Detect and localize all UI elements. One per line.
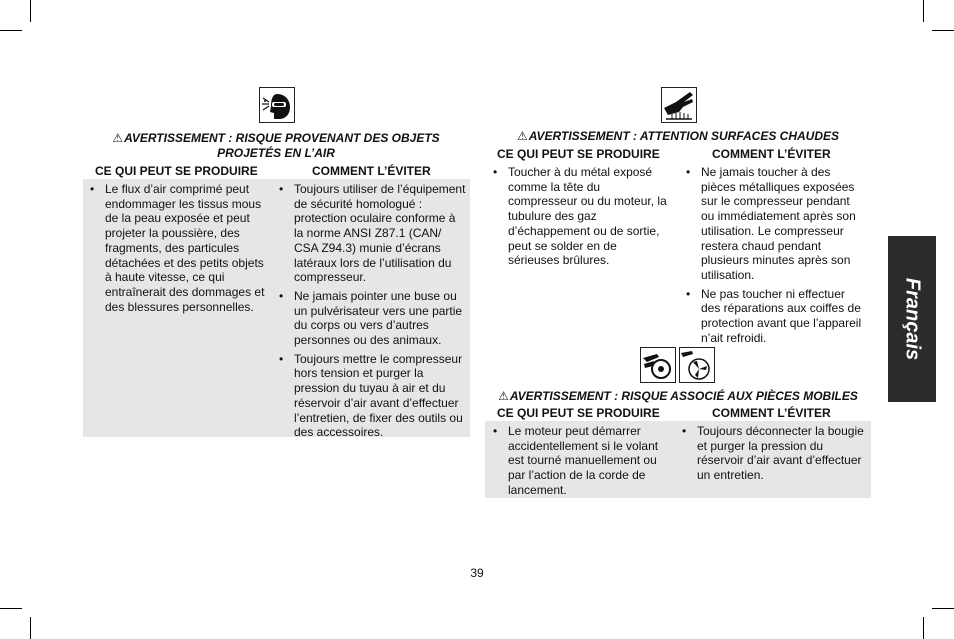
warning-triangle-icon: ⚠: [112, 131, 124, 145]
list-item: • Toujours déconnecter la bougie et purger la pression du réservoir d’air avant d’effectuer un entretien.: [682, 424, 864, 483]
moving-col1-header: CE QUI PEUT SE PRODUIRE: [497, 406, 660, 420]
language-tab-label: Français: [901, 277, 924, 361]
language-tab: [888, 236, 936, 402]
projected-warning-title: ⚠AVERTISSEMENT : RISQUE PROVENANT DES OBJETS PROJETÉS EN L’AIR: [112, 131, 440, 160]
crop-mark: [0, 30, 22, 31]
hot-surface-icon: [661, 87, 697, 123]
projected-col2-header: COMMENT L’ÉVITER: [312, 164, 431, 178]
moving-prevent-list: [682, 424, 866, 487]
hot-prevent-list: [686, 165, 866, 349]
hot-col1-header: CE QUI PEUT SE PRODUIRE: [497, 147, 660, 161]
hot-surfaces-warning-title: ⚠AVERTISSEMENT : ATTENTION SURFACES CHAUDES: [516, 129, 839, 143]
list-item: • Le flux d’air comprimé peut endommager les tissus mous de la peau exposée et peut projeter la poussière, des fragments, des particules détachées et des petits objets à haute vitesse, ce qui entraînerait des dommages et des blessures personnelles.: [90, 182, 265, 314]
crop-mark: [30, 0, 31, 22]
hot-col2-header: COMMENT L’ÉVITER: [712, 147, 831, 161]
crop-mark: [923, 0, 924, 22]
hot-what-list: [493, 165, 671, 272]
crop-mark: [932, 30, 954, 31]
moving-what-list: [493, 424, 671, 502]
fan-hazard-icon: [679, 347, 715, 383]
list-item: • Le moteur peut démarrer accidentellement si le volant est tourné manuellement ou par l’action de la corde de lancement.: [493, 424, 659, 497]
moving-parts-warning-title: ⚠AVERTISSEMENT : RISQUE ASSOCIÉ AUX PIÈCES MOBILES: [498, 389, 858, 403]
crop-mark: [0, 608, 22, 609]
projected-col1-header: CE QUI PEUT SE PRODUIRE: [95, 164, 258, 178]
projected-prevent-list: [279, 182, 467, 444]
projected-what-list: [90, 182, 268, 318]
pinch-hazard-icon: [640, 347, 676, 383]
list-item: • Toucher à du métal exposé comme la tête du compresseur ou du moteur, la tubulure des gaz d’échappement ou de sortie, peut se solder en de sérieuses brûlures.: [493, 165, 667, 268]
page-number: 39: [470, 566, 484, 580]
list-item: • Ne jamais toucher à des pièces métalliques exposées sur le compresseur pendant ou immédiatement après son utilisation. Le compresseur restera chaud pendant plusieurs minutes après son utilisation.: [686, 165, 856, 282]
list-item: • Ne jamais pointer une buse ou un pulvérisateur vers une partie du corps ou vers d’autres personnes ou des animaux.: [279, 288, 463, 348]
warning-triangle-icon: ⚠: [516, 129, 528, 143]
crop-mark: [30, 617, 31, 639]
list-item: • Ne pas toucher ni effectuer des réparations aux coiffes de protection avant que l’appareil n’ait refroidi.: [686, 286, 862, 345]
warning-triangle-icon: ⚠: [498, 389, 509, 403]
crop-mark: [923, 617, 924, 639]
list-item: • Toujours mettre le compresseur hors tension et purger la pression du tuyau à air et du réservoir d’air avant d’effectuer l’entretien, de fixer des outils ou des accessoires.: [279, 351, 463, 440]
crop-mark: [932, 608, 954, 609]
eye-protection-icon: [259, 87, 295, 123]
moving-col2-header: COMMENT L’ÉVITER: [712, 406, 831, 420]
list-item: • Toujours utiliser de l’équipement de sécurité homologué : protection oculaire conforme à la norme ANSI Z87.1 (CAN/ CSA Z94.3) munie d’écrans latéraux lors de l’utilisation du compresseur.: [279, 182, 466, 285]
